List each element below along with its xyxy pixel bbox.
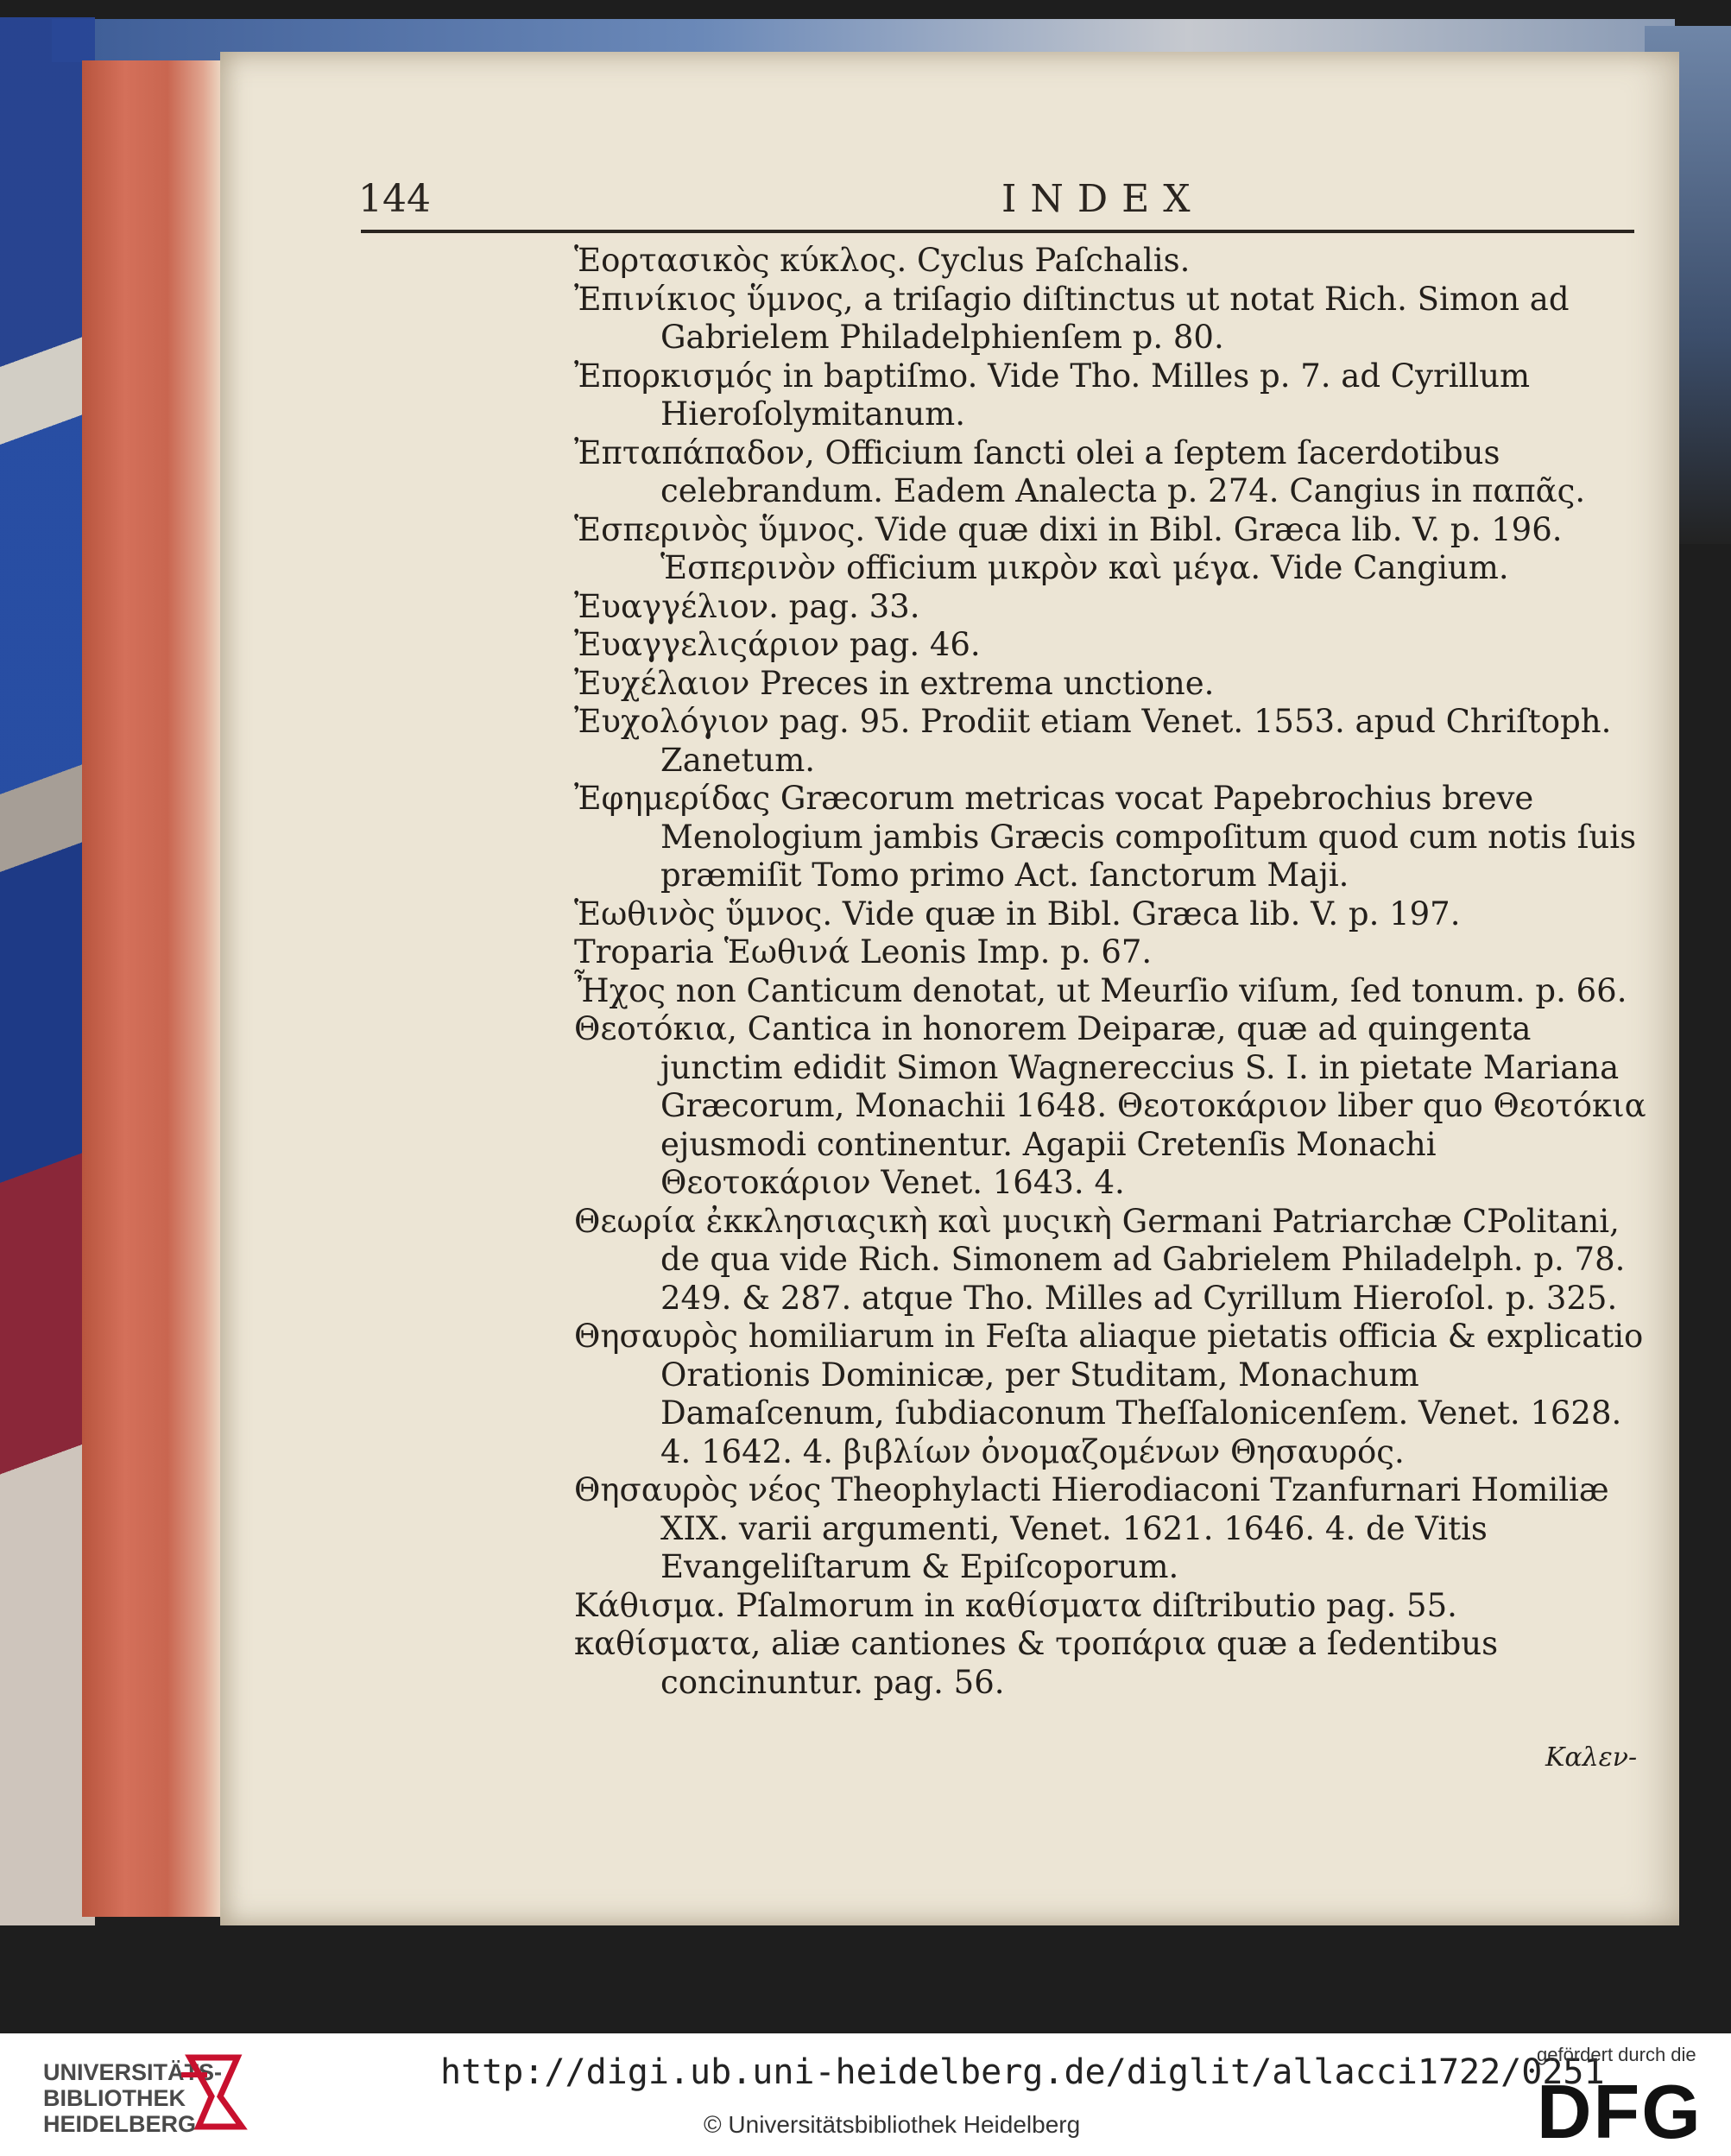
index-entry: Κάθισμα. Pſalmorum in καθίσματα diſtributio pag. 55. [574, 1586, 1457, 1624]
index-entry: Θησαυρὸς homiliarum in Feſta aliaque pietatis officia & explicatio Orationis Dominicæ, per Studitam, Monachum Damaſcenum, ſubdiaconum Theſſalonicenſem. Venet. 1628. 4. 1642. 4. βιβλίων ὀνομαζομένων Θησαυρός. [574, 1318, 1644, 1470]
permalink-url[interactable]: http://digi.ub.uni-heidelberg.de/diglit/allacci1722/0251 [440, 2052, 1605, 2092]
index-entry: Ἦχος non Canticum denotat, ut Meurſio viſum, ſed tonum. p. 66. [574, 971, 1627, 1009]
index-entry: καθίσματα, aliæ cantiones & τροπάρια quæ a ſedentibus concinuntur. pag. 56. [574, 1625, 1499, 1701]
index-entry: Ἐφημερίδας Græcorum metricas vocat Papebrochius breve Menologium jambis Græcis compoſitum quod cum notis ſuis præmiſit Tomo primo Act. ſanctorum Maji. [574, 780, 1637, 894]
index-entry: Ἐυχολόγιον pag. 95. Prodiit etiam Venet. 1553. apud Chriſtoph. Zanetum. [574, 703, 1612, 779]
index-entry: Ἐυαγγελιςάριον pag. 46. [574, 626, 981, 663]
header-rule [361, 230, 1634, 233]
running-title: INDEX [1001, 177, 1204, 221]
index-entry: Θησαυρὸς νέος Theophylacti Hierodiaconi Tzanfurnari Homiliæ XIX. varii argumenti, Venet. 1621. 1646. 4. de Vitis Evangeliſtarum & Epiſcoporum. [574, 1471, 1609, 1585]
index-entries [574, 242, 1653, 1702]
library-name-line3: HEIDELBERG [43, 2111, 197, 2137]
page-number: 144 [358, 177, 431, 221]
index-entry: Ἐυαγγέλιον. pag. 33. [574, 587, 920, 625]
index-entry: Ἐυχέλαιον Preces in extrema unctione. [574, 664, 1215, 702]
index-entry: Ἑορτασικὸς κύκλος. Cyclus Paſchalis. [574, 242, 1191, 279]
index-entry: Θεωρία ἐκκλησιαςικὴ καὶ μυςικὴ Germani Patriarchæ CPolitani, de qua vide Rich. Simonem ad Gabrielem Philadelph. p. 78. 249. & 287. atque Tho. Milles ad Cyrillum Hieroſol. p. 325. [574, 1202, 1626, 1317]
catchword: Καλεν- [1545, 1742, 1638, 1773]
library-name-line2: BIBLIOTHEK [43, 2085, 186, 2111]
index-entry: Ἑσπερινὸς ὕμνος. Vide quæ dixi in Bibl. Græca lib. V. p. 196. Ἑσπερινὸν officium μικρὸν καὶ μέγα. Vide Cangium. [574, 510, 1563, 586]
index-entry: Ἐπταπάπαδον, Officium ſancti olei a ſeptem ſacerdotibus celebrandum. Eadem Analecta p. 274. Cangius in παπᾶς. [574, 433, 1586, 509]
index-entry: Ἐπορκισμός in baptiſmo. Vide Tho. Milles p. 7. ad Cyrillum Hieroſolymitanum. [574, 357, 1531, 433]
page-edges [82, 60, 224, 1917]
copyright-notice: © Universitätsbibliothek Heidelberg [704, 2111, 1081, 2138]
library-name-line1: UNIVERSITÄTS- [43, 2059, 223, 2085]
running-head [358, 177, 1636, 224]
index-entry: Θεοτόκια, Cantica in honorem Deiparæ, quæ ad quingenta junctim edidit Simon Wagnereccius S. I. in pietate Mariana Græcorum, Monachii 1648. Θεοτοκάριον liber quo Θεοτόκια ejusmodi continentur. Agapii Cretenſis Monachi Θεοτοκάριον Venet. 1643. 4. [574, 1010, 1646, 1201]
index-entry: Troparia Ἑωθινά Leonis Imp. p. 67. [574, 933, 1153, 971]
funding-note: gefördert durch die [1537, 2044, 1696, 2065]
index-entry: Ἑωθινὸς ὕμνος. Vide quæ in Bibl. Græca lib. V. p. 197. [574, 895, 1461, 933]
library-logo-icon[interactable] [173, 2049, 250, 2135]
viewer-footer [0, 2033, 1731, 2156]
dfg-logo[interactable]: DFG [1537, 2069, 1703, 2154]
index-entry: Ἐπινίκιος ὕμνος, a triſagio diſtinctus ut notat Rich. Simon ad Gabrielem Philadelphienſem p. 80. [574, 280, 1570, 356]
marbled-cover [0, 17, 95, 1925]
